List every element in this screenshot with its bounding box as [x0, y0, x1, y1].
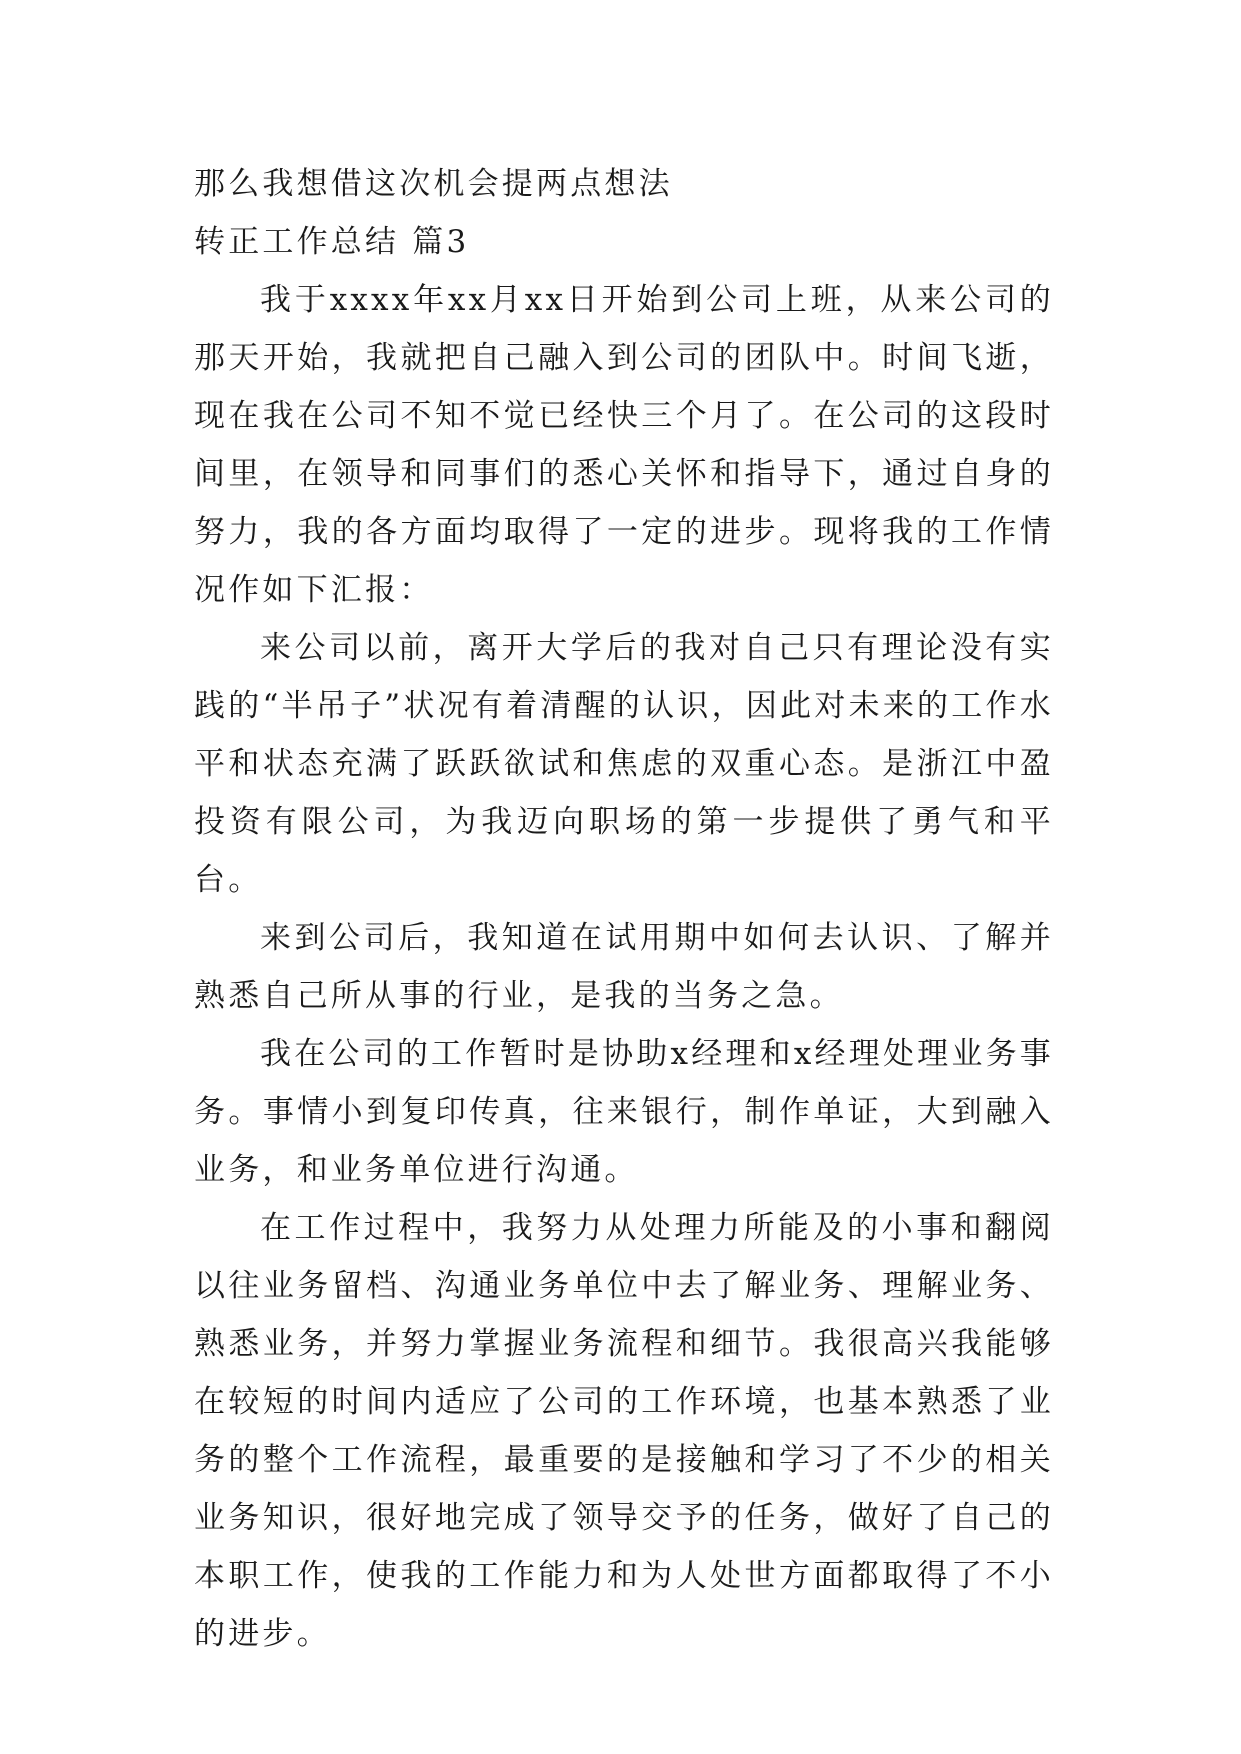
paragraph-2: 来公司以前，离开大学后的我对自己只有理论没有实践的“半吊子”状况有着清醒的认识，因此对未来的工作水平和状态充满了跃跃欲试和焦虑的双重心态。是浙江中盈投资有限公司，为我迈向职场的第一步提供了勇气和平台。 [194, 630, 1054, 898]
intro-line: 那么我想借这次机会提两点想法 [194, 166, 673, 202]
document-body [194, 155, 1054, 1663]
paragraph-1: 我于xxxx年xx月xx日开始到公司上班，从来公司的那天开始，我就把自己融入到公司的团队中。时间飞逝，现在我在公司不知不觉已经快三个月了。在公司的这段时间里，在领导和同事们的悉心关怀和指导下，通过自身的努力，我的各方面均取得了一定的进步。现将我的工作情况作如下汇报： [194, 282, 1054, 608]
paragraph-3: 来到公司后，我知道在试用期中如何去认识、了解并熟悉自己所从事的行业，是我的当务之急。 [194, 920, 1054, 1014]
paragraph-4: 我在公司的工作暂时是协助x经理和x经理处理业务事务。事情小到复印传真，往来银行，制作单证，大到融入业务，和业务单位进行沟通。 [194, 1036, 1054, 1188]
section-heading: 转正工作总结 篇3 [194, 224, 470, 260]
paragraph-5: 在工作过程中，我努力从处理力所能及的小事和翻阅以往业务留档、沟通业务单位中去了解业务、理解业务、熟悉业务，并努力掌握业务流程和细节。我很高兴我能够在较短的时间内适应了公司的工作环境，也基本熟悉了业务的整个工作流程，最重要的是接触和学习了不少的相关业务知识，很好地完成了领导交予的任务，做好了自己的本职工作，使我的工作能力和为人处世方面都取得了不小的进步。 [194, 1210, 1054, 1652]
